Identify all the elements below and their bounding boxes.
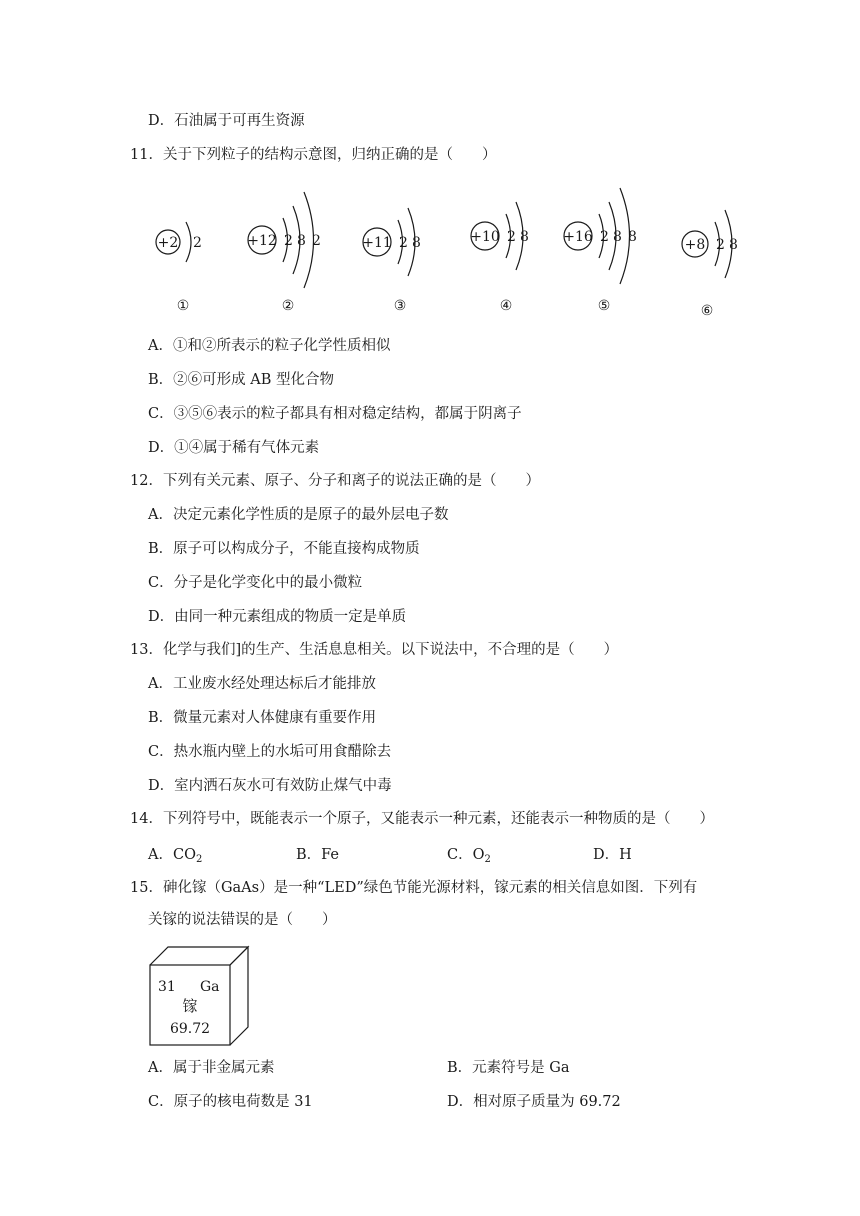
q14-option-b: B．Fe — [296, 847, 340, 863]
q15-option-a: A．属于非金属元素 — [148, 1060, 275, 1076]
diagram-label: ⑤ — [597, 298, 611, 314]
q15-option-d: D．相对原子质量为 69.72 — [447, 1094, 621, 1110]
q12-option-c: C．分子是化学变化中的最小微粒 — [148, 575, 363, 591]
diagram-label: ① — [176, 298, 190, 314]
q14-option-a-text: A．CO — [148, 847, 196, 863]
q14-option-c-text: C．O — [447, 847, 485, 863]
shell-electrons: 2 — [284, 233, 293, 249]
diagram-label: ③ — [393, 298, 407, 314]
q13-stem: 13．化学与我们]的生产、生活息息相关。以下说法中，不合理的是（ ） — [130, 642, 619, 658]
atomic-mass: 69.72 — [169, 1021, 211, 1037]
q13-option-a: A．工业废水经处理达标后才能排放 — [148, 676, 376, 692]
shell-electrons: 8 — [520, 229, 529, 245]
diagram-label: ② — [281, 298, 295, 314]
shell-electrons: 8 — [613, 229, 622, 245]
q12-option-a: A．决定元素化学性质的是原子的最外层电子数 — [148, 507, 449, 523]
diagram-label: ④ — [499, 298, 513, 314]
q13-option-c: C．热水瓶内壁上的水垢可用食醋除去 — [148, 744, 392, 760]
nucleus-charge: +16 — [563, 229, 593, 245]
q13-option-d: D．室内洒石灰水可有效防止煤气中毒 — [148, 778, 392, 794]
q14-stem: 14．下列符号中，既能表示一个原子，又能表示一种元素，还能表示一种物质的是（ ） — [130, 811, 714, 827]
particle-diagram-3 — [362, 208, 421, 314]
shell-electrons: 2 — [399, 235, 408, 251]
subscript: 2 — [484, 854, 491, 865]
q12-option-d: D．由同一种元素组成的物质一定是单质 — [148, 609, 407, 625]
particle-diagram-1 — [156, 222, 202, 314]
q13-option-b: B．微量元素对人体健康有重要作用 — [148, 710, 377, 726]
gallium-element-card — [148, 945, 250, 1047]
q11-stem: 11．关于下列粒子的结构示意图，归纳正确的是（ ） — [130, 147, 497, 163]
q10-option-d: D．石油属于可再生资源 — [148, 113, 305, 129]
subscript: 2 — [195, 854, 203, 865]
nucleus-charge: +8 — [684, 237, 706, 253]
nucleus-charge: +2 — [157, 235, 179, 251]
particle-structure-diagrams — [140, 180, 780, 325]
atomic-number: 31 — [158, 979, 176, 995]
shell-electrons: 2 — [600, 229, 609, 245]
q14-option-c — [447, 845, 491, 865]
nucleus-charge: +12 — [247, 233, 277, 249]
q11-option-a: A．①和②所表示的粒子化学性质相似 — [148, 338, 391, 354]
shell-electrons: 2 — [716, 237, 725, 253]
element-name: 镓 — [182, 997, 198, 1015]
particle-diagram-5 — [563, 188, 637, 314]
q12-stem: 12．下列有关元素、原子、分子和离子的说法正确的是（ ） — [130, 473, 540, 489]
diagram-label: ⑥ — [700, 303, 714, 319]
shell-electrons: 2 — [312, 233, 321, 249]
shell-electrons: 2 — [507, 229, 516, 245]
q12-option-b: B．原子可以构成分子，不能直接构成物质 — [148, 541, 420, 557]
q15-option-b: B．元素符号是 Ga — [447, 1060, 570, 1076]
q11-option-d: D．①④属于稀有气体元素 — [148, 440, 320, 456]
shell-electrons: 8 — [297, 233, 306, 249]
shell-electrons: 8 — [412, 235, 421, 251]
nucleus-charge: +10 — [470, 229, 500, 245]
q15-option-c: C．原子的核电荷数是 31 — [148, 1094, 313, 1110]
particle-diagram-6 — [682, 210, 738, 319]
nucleus-charge: +11 — [362, 235, 392, 251]
particle-diagram-4 — [470, 202, 529, 314]
q14-option-a — [148, 845, 202, 865]
q15-stem-line1: 15．砷化镓（GaAs）是一种“LED”绿色节能光源材料，镓元素的相关信息如图．下列有 — [130, 880, 698, 896]
shell-electrons: 8 — [729, 237, 738, 253]
q11-option-c: C．③⑤⑥表示的粒子都具有相对稳定结构，都属于阴离子 — [148, 406, 522, 422]
particle-diagram-2 — [247, 192, 321, 314]
shell-electrons: 2 — [193, 235, 202, 251]
q11-option-b: B．②⑥可形成 AB 型化合物 — [148, 372, 334, 388]
q14-option-d: D．H — [593, 847, 632, 863]
shell-electrons: 8 — [628, 229, 637, 245]
q15-stem-line2: 关镓的说法错误的是（ ） — [148, 912, 337, 928]
element-symbol: Ga — [200, 979, 220, 995]
